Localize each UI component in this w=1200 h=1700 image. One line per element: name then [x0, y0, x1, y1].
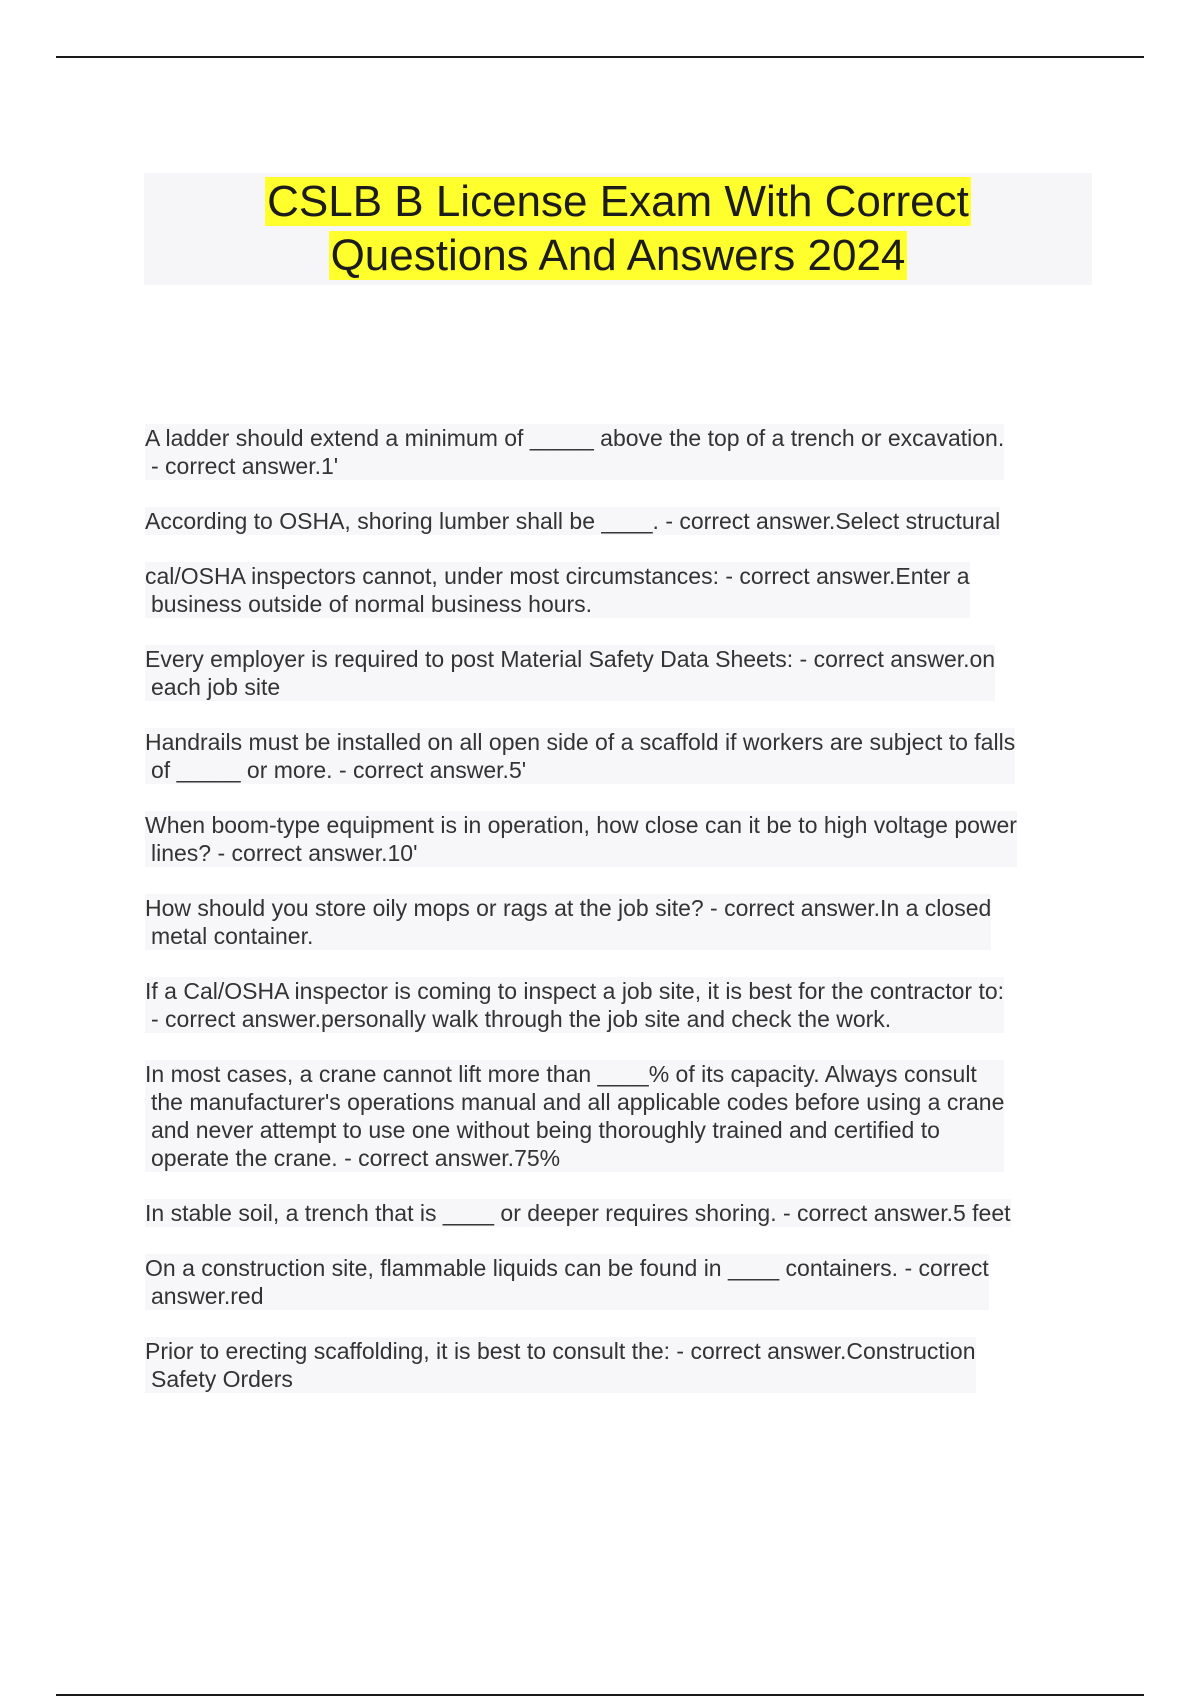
- qa-item: [145, 1254, 989, 1310]
- qa-item: [145, 1199, 1011, 1227]
- qa-item: [145, 977, 1004, 1033]
- page-title: [265, 175, 971, 283]
- qa-item: [145, 562, 970, 618]
- qa-line: According to OSHA, shoring lumber shall be ____. - correct answer.Select structural: [145, 508, 1001, 534]
- qa-item: [145, 1060, 1004, 1172]
- qa-line: Handrails must be installed on all open side of a scaffold if workers are subject to falls: [145, 729, 1016, 755]
- qa-item: [145, 811, 1017, 867]
- qa-line: each job site: [151, 674, 281, 700]
- qa-line: and never attempt to use one without being thoroughly trained and certified to: [151, 1117, 940, 1143]
- qa-line: If a Cal/OSHA inspector is coming to inspect a job site, it is best for the contractor to:: [145, 978, 1005, 1004]
- qa-item: [145, 424, 1004, 480]
- qa-line: Every employer is required to post Material Safety Data Sheets: - correct answer.on: [145, 646, 996, 672]
- title-line-2: Questions And Answers 2024: [330, 231, 906, 280]
- qa-line: cal/OSHA inspectors cannot, under most circumstances: - correct answer.Enter a: [145, 563, 970, 589]
- qa-list: [145, 424, 1095, 1420]
- qa-line: lines? - correct answer.10': [151, 840, 418, 866]
- qa-item: [145, 894, 991, 950]
- qa-line: Prior to erecting scaffolding, it is best to consult the: - correct answer.Construction: [145, 1338, 976, 1364]
- qa-item: [145, 645, 995, 701]
- bottom-rule: [56, 1694, 1144, 1696]
- qa-line: In stable soil, a trench that is ____ or deeper requires shoring. - correct answer.5 feet: [145, 1200, 1011, 1226]
- qa-item: [145, 728, 1015, 784]
- qa-line: On a construction site, flammable liquids can be found in ____ containers. - correct: [145, 1255, 989, 1281]
- qa-item: [145, 507, 1000, 535]
- qa-line: - correct answer.personally walk through the job site and check the work.: [151, 1006, 892, 1032]
- qa-line: the manufacturer's operations manual and all applicable codes before using a crane: [151, 1089, 1005, 1115]
- qa-item: [145, 1337, 976, 1393]
- qa-line: In most cases, a crane cannot lift more than ____% of its capacity. Always consult: [145, 1061, 977, 1087]
- qa-line: operate the crane. - correct answer.75%: [151, 1145, 561, 1171]
- title-box: [144, 173, 1092, 285]
- qa-line: How should you store oily mops or rags at the job site? - correct answer.In a closed: [145, 895, 992, 921]
- qa-line: A ladder should extend a minimum of _____ above the top of a trench or excavation.: [145, 425, 1005, 451]
- title-line-1: CSLB B License Exam With Correct: [267, 177, 969, 226]
- qa-line: metal container.: [151, 923, 314, 949]
- qa-line: When boom-type equipment is in operation, how close can it be to high voltage power: [145, 812, 1017, 838]
- top-rule: [56, 56, 1144, 58]
- qa-line: answer.red: [151, 1283, 264, 1309]
- qa-line: of _____ or more. - correct answer.5': [151, 757, 527, 783]
- qa-line: - correct answer.1': [151, 453, 339, 479]
- qa-line: Safety Orders: [151, 1366, 293, 1392]
- qa-line: business outside of normal business hours.: [151, 591, 593, 617]
